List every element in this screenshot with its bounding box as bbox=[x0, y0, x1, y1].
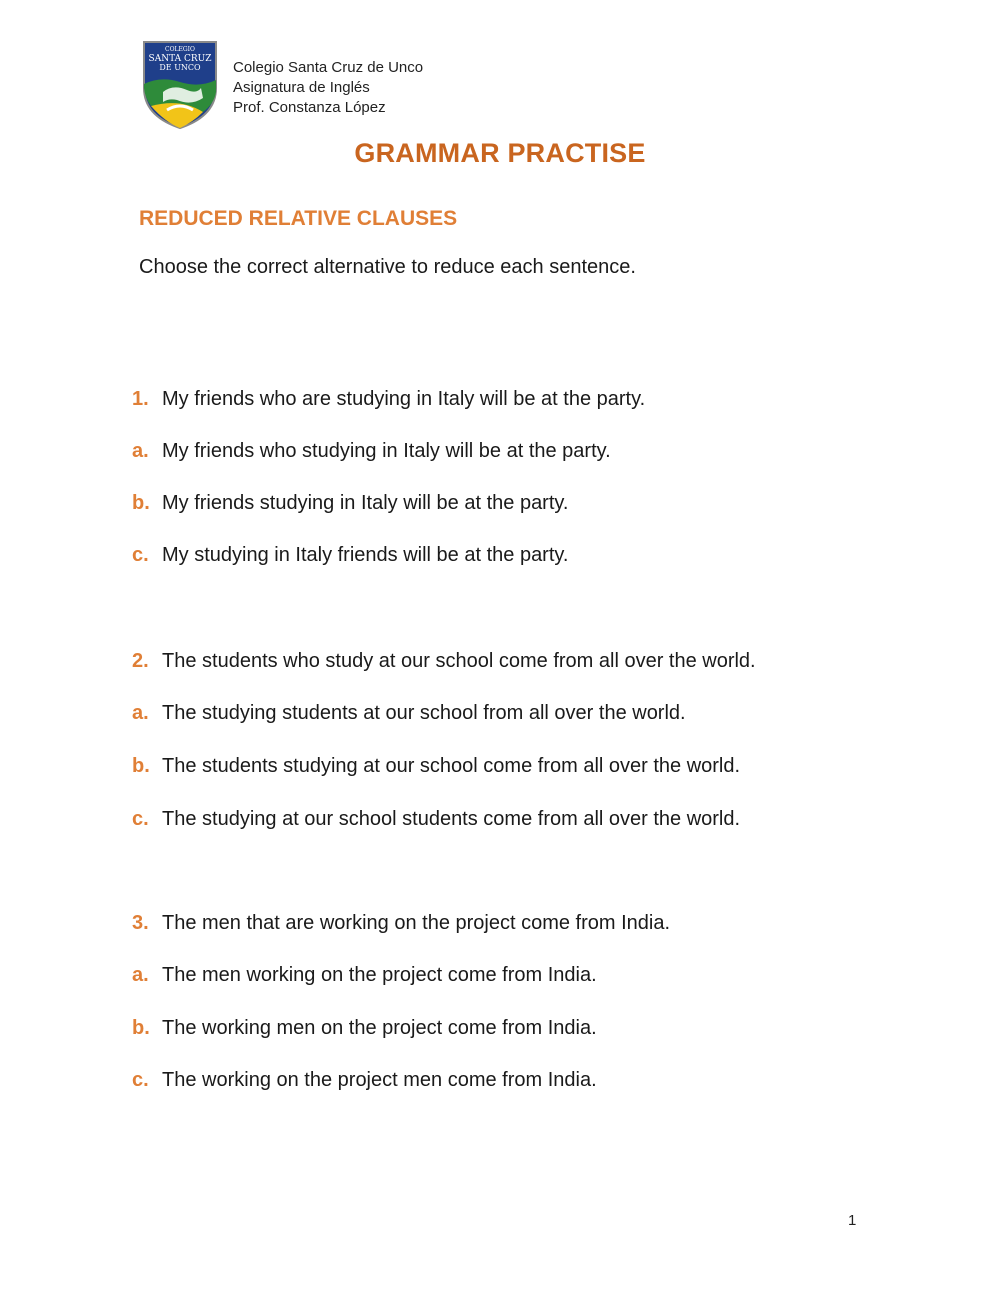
option-letter: c. bbox=[132, 1069, 149, 1091]
question-number: 2. bbox=[132, 650, 149, 672]
school-info bbox=[233, 58, 423, 118]
school-crest-logo bbox=[141, 40, 219, 130]
crest-text-line-3: DE UNCO bbox=[159, 63, 201, 72]
school-name: Colegio Santa Cruz de Unco bbox=[233, 59, 424, 76]
option-text: The students studying at our school come from all over the world. bbox=[162, 755, 741, 777]
question-1-option-c[interactable] bbox=[132, 544, 568, 567]
question-1-option-a[interactable] bbox=[132, 440, 611, 463]
option-text: The studying students at our school from all over the world. bbox=[162, 702, 686, 724]
question-number: 1. bbox=[132, 388, 149, 410]
option-letter: a. bbox=[132, 440, 149, 462]
question-1-option-b[interactable] bbox=[132, 492, 568, 515]
option-text: The men working on the project come from India. bbox=[162, 964, 597, 986]
question-number: 3. bbox=[132, 912, 149, 934]
subject-name: Asignatura de Inglés bbox=[233, 79, 370, 96]
question-2-sentence bbox=[132, 650, 756, 673]
option-text: My studying in Italy friends will be at the party. bbox=[162, 544, 569, 566]
option-letter: c. bbox=[132, 808, 149, 830]
question-1-sentence bbox=[132, 388, 645, 411]
option-letter: b. bbox=[132, 755, 150, 777]
crest-text-line-1: COLEGIO bbox=[165, 46, 195, 53]
option-text: My friends studying in Italy will be at the party. bbox=[162, 492, 569, 514]
question-2-option-a[interactable] bbox=[132, 702, 686, 725]
page-title: GRAMMAR PRACTISE bbox=[354, 138, 646, 168]
question-text: My friends who are studying in Italy will be at the party. bbox=[162, 388, 646, 410]
option-text: My friends who studying in Italy will be at the party. bbox=[162, 440, 611, 462]
option-letter: a. bbox=[132, 702, 149, 724]
section-title: REDUCED RELATIVE CLAUSES bbox=[139, 207, 458, 230]
question-text: The students who study at our school come from all over the world. bbox=[162, 650, 756, 672]
teacher-name: Prof. Constanza López bbox=[233, 99, 386, 116]
question-3-sentence bbox=[132, 912, 670, 935]
option-text: The working on the project men come from India. bbox=[162, 1069, 597, 1091]
question-3-option-c[interactable] bbox=[132, 1069, 597, 1092]
crest-text-line-2: SANTA CRUZ bbox=[148, 54, 212, 64]
option-letter: b. bbox=[132, 492, 150, 514]
option-letter: c. bbox=[132, 544, 149, 566]
option-text: The working men on the project come from India. bbox=[162, 1017, 597, 1039]
instructions: Choose the correct alternative to reduce each sentence. bbox=[139, 256, 636, 278]
question-2-option-c[interactable] bbox=[132, 808, 740, 831]
option-letter: b. bbox=[132, 1017, 150, 1039]
question-3-option-a[interactable] bbox=[132, 964, 597, 987]
option-text: The studying at our school students come from all over the world. bbox=[162, 808, 741, 830]
page-number: 1 bbox=[848, 1212, 857, 1229]
question-text: The men that are working on the project come from India. bbox=[162, 912, 671, 934]
option-letter: a. bbox=[132, 964, 149, 986]
question-2-option-b[interactable] bbox=[132, 755, 740, 778]
question-3-option-b[interactable] bbox=[132, 1017, 597, 1040]
